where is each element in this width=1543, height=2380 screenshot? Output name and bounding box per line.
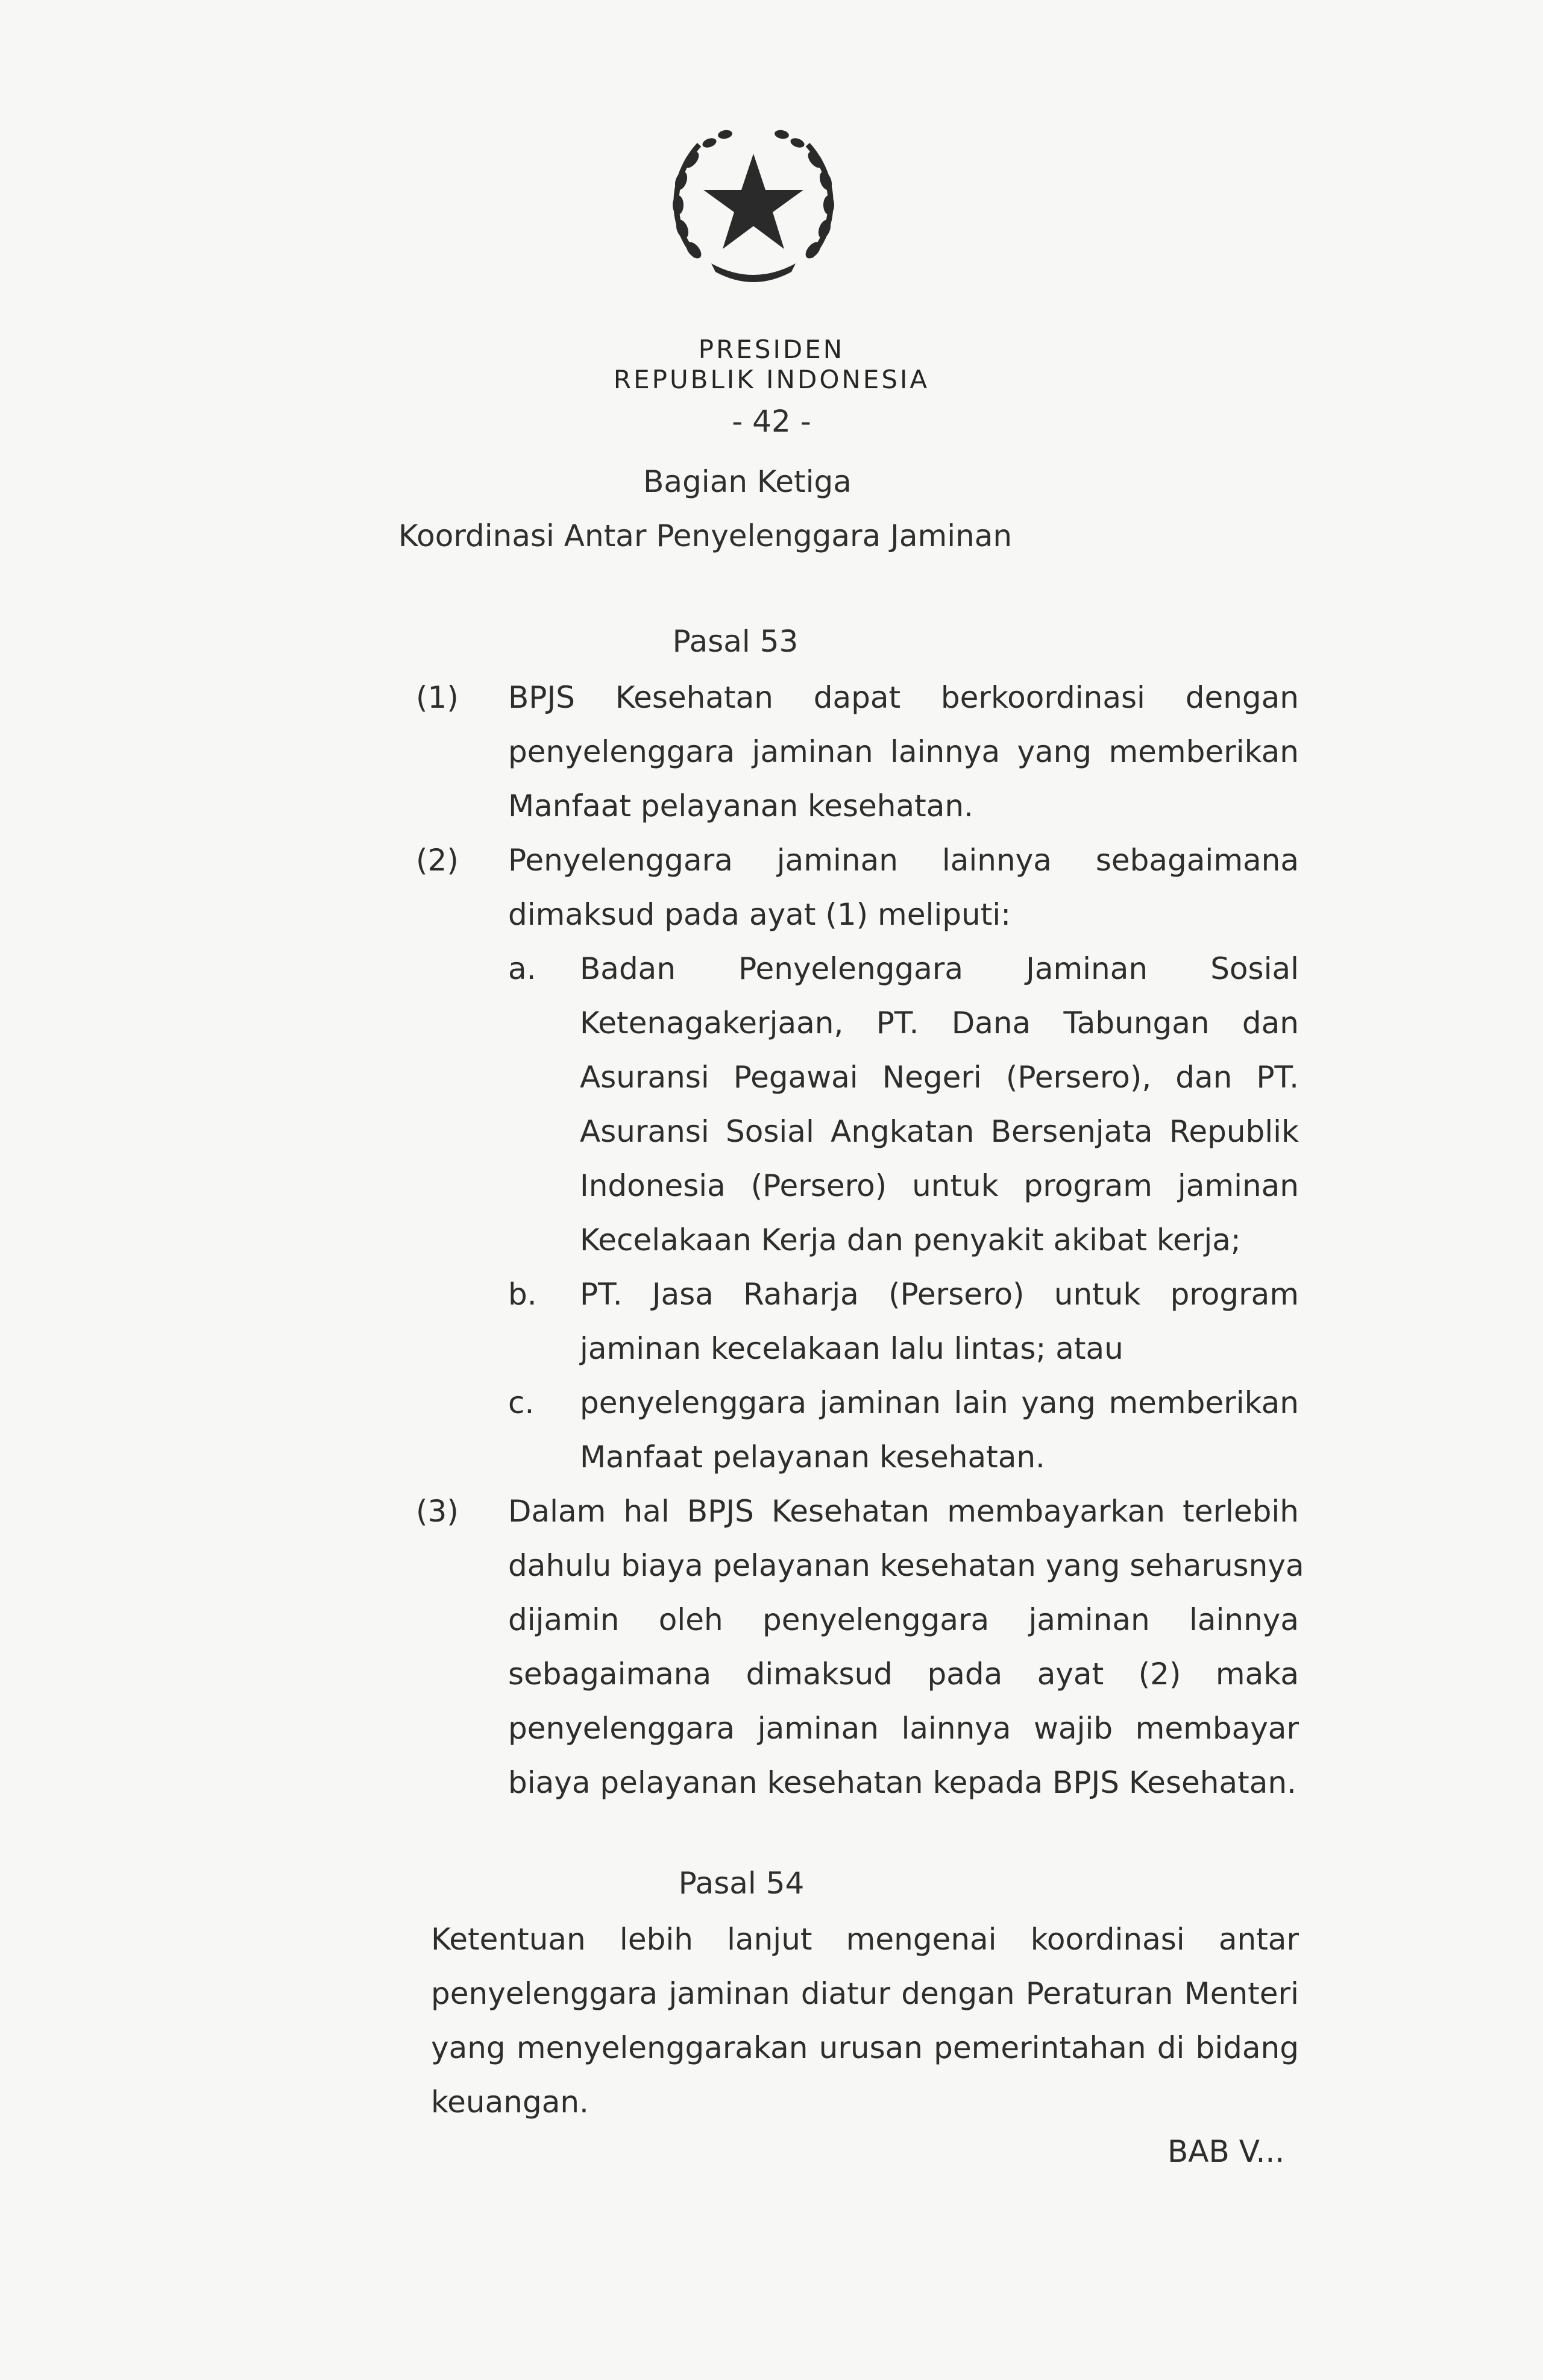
ayat-1-line: BPJS Kesehatan dapat berkoordinasi dengan bbox=[508, 680, 1299, 715]
item-c-line: Manfaat pelayanan kesehatan. bbox=[580, 1440, 1045, 1475]
header-title-republik: REPUBLIK INDONESIA bbox=[613, 365, 930, 394]
pasal-54-line: keuangan. bbox=[431, 2085, 589, 2120]
ayat-3-line: biaya pelayanan kesehatan kepada BPJS Kesehatan. bbox=[508, 1765, 1296, 1800]
ayat-3-number: (3) bbox=[416, 1494, 459, 1529]
header-title-presiden: PRESIDEN bbox=[698, 335, 845, 364]
item-a-line: Asuransi Sosial Angkatan Bersenjata Republik bbox=[580, 1114, 1299, 1149]
item-a-line: Ketenagakerjaan, PT. Dana Tabungan dan bbox=[580, 1006, 1299, 1040]
section-part: Bagian Ketiga bbox=[643, 464, 852, 499]
item-a-line: Kecelakaan Kerja dan penyakit akibat kerja; bbox=[580, 1223, 1241, 1258]
page-number: - 42 - bbox=[732, 404, 811, 439]
item-c-text bbox=[580, 1376, 1299, 1484]
continuation-label: BAB V... bbox=[1167, 2134, 1285, 2169]
item-b-text bbox=[580, 1267, 1299, 1376]
pasal-54-line: Ketentuan lebih lanjut mengenai koordinasi antar bbox=[431, 1922, 1299, 1957]
item-b-letter: b. bbox=[508, 1277, 537, 1312]
pasal-54-line: penyelenggara jaminan diatur dengan Peraturan Menteri bbox=[431, 1976, 1299, 2011]
ayat-3-text bbox=[508, 1484, 1304, 1810]
item-a-letter: a. bbox=[508, 951, 536, 986]
ayat-3-line: sebagaimana dimaksud pada ayat (2) maka bbox=[508, 1657, 1299, 1692]
pasal-53-title: Pasal 53 bbox=[672, 624, 799, 659]
ayat-2-number: (2) bbox=[416, 843, 459, 878]
star-emblem-icon bbox=[654, 105, 853, 304]
ayat-1-line: penyelenggara jaminan lainnya yang memberikan bbox=[508, 734, 1299, 769]
ayat-3-line: penyelenggara jaminan lainnya wajib membayar bbox=[508, 1711, 1299, 1746]
ayat-3-line: dijamin oleh penyelenggara jaminan lainnya bbox=[508, 1602, 1299, 1637]
ayat-2-line: dimaksud pada ayat (1) meliputi: bbox=[508, 897, 1011, 932]
item-a-line: Badan Penyelenggara Jaminan Sosial bbox=[580, 951, 1299, 986]
pasal-54-line: yang menyelenggarakan urusan pemerintahan di bidang bbox=[431, 2030, 1299, 2065]
item-a-line: Indonesia (Persero) untuk program jaminan bbox=[580, 1168, 1299, 1203]
ayat-1-text bbox=[508, 670, 1299, 833]
ayat-2-line: Penyelenggara jaminan lainnya sebagaimana bbox=[508, 843, 1299, 878]
pasal-54-title: Pasal 54 bbox=[678, 1866, 805, 1901]
section-heading: Koordinasi Antar Penyelenggara Jaminan bbox=[398, 518, 1013, 553]
ayat-1-line: Manfaat pelayanan kesehatan. bbox=[508, 789, 973, 823]
ayat-2-text bbox=[508, 833, 1299, 942]
item-b-line: jaminan kecelakaan lalu lintas; atau bbox=[580, 1331, 1123, 1366]
ayat-1-number: (1) bbox=[416, 680, 459, 715]
ayat-3-line: Dalam hal BPJS Kesehatan membayarkan terlebih bbox=[508, 1494, 1299, 1529]
item-c-letter: c. bbox=[508, 1385, 535, 1420]
item-a-text bbox=[580, 942, 1299, 1267]
item-a-line: Asuransi Pegawai Negeri (Persero), dan PT. bbox=[580, 1060, 1299, 1095]
pasal-54-text bbox=[431, 1912, 1299, 2129]
item-c-line: penyelenggara jaminan lain yang memberikan bbox=[580, 1385, 1299, 1420]
ayat-3-line: dahulu biaya pelayanan kesehatan yang seharusnya bbox=[508, 1548, 1304, 1583]
item-b-line: PT. Jasa Raharja (Persero) untuk program bbox=[580, 1277, 1299, 1312]
